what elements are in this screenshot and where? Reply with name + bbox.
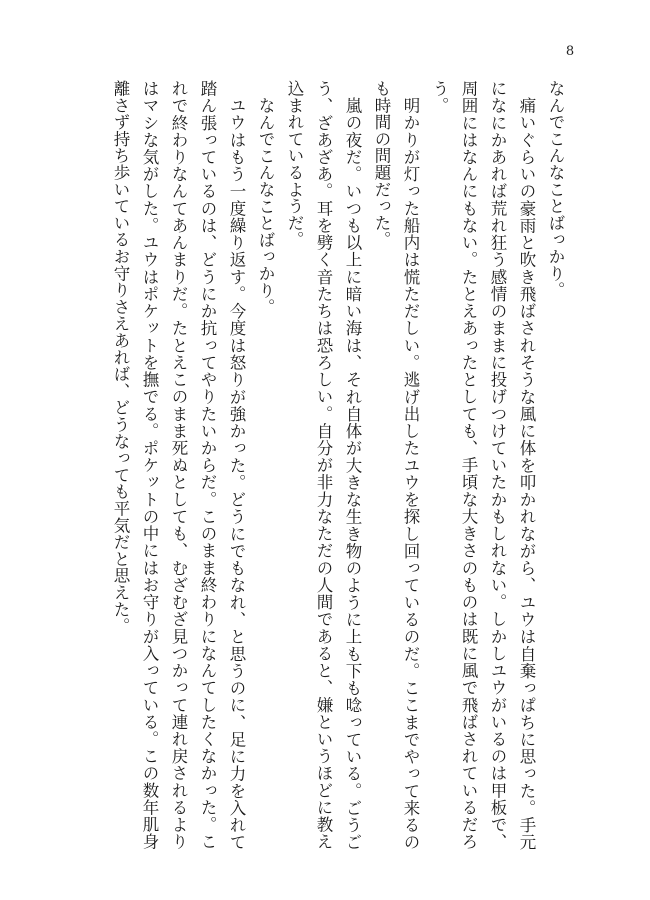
paragraph-4: 嵐の夜だ。いつも以上に暗い海は、それ自体が大きな生き物のように上も下も唸っている。ごうごう、ざあざあ。耳を劈く音たちは恐ろしい。自分が非力なただの人間であると、嫌というほどに教え込まれているようだ。 <box>285 80 362 850</box>
paragraph-2: 痛いぐらいの豪雨と吹き飛ばされそうな風に体を叩かれながら、ユウは自棄っぱちに思った。手元になにかあれば荒れ狂う感情のままに投げつけていたかもしれない。しかしユウがいるのは甲板で、周囲にはなんにもない。たとえあったとしても、手頃な大きさのものは既に風で飛ばされているだろう。 <box>430 80 536 850</box>
paragraph-6: ユウはもう一度繰り返す。今度は怒りが強かった。どうにでもなれ、と思うのに、足に力を入れて踏ん張っているのは、どうにか抗ってやりたいからだ。このまま終わりになんてしたくなかった。これで終わりなんてあんまりだ。たとえこのまま死ぬとしても、むざむざ見つかって連れ戻されるよりはマシな気がした。ユウはポケットを撫でる。ポケットの中にはお守りが入っている。この数年肌身離さず持ち歩いているお守りさえあれば、どうなっても平気だと思えた。 <box>111 80 246 850</box>
paragraph-1: なんでこんなことばっかり。 <box>546 80 565 299</box>
vertical-text-body <box>106 80 570 850</box>
paragraph-5: なんでこんなことばっかり。 <box>256 96 275 315</box>
page-number: 8 <box>565 44 575 59</box>
paragraph-3: 明かりが灯った船内は慌ただしい。逃げ出したユウを探し回っているのだ。ここまでやって来るのも時間の問題だった。 <box>372 80 420 850</box>
